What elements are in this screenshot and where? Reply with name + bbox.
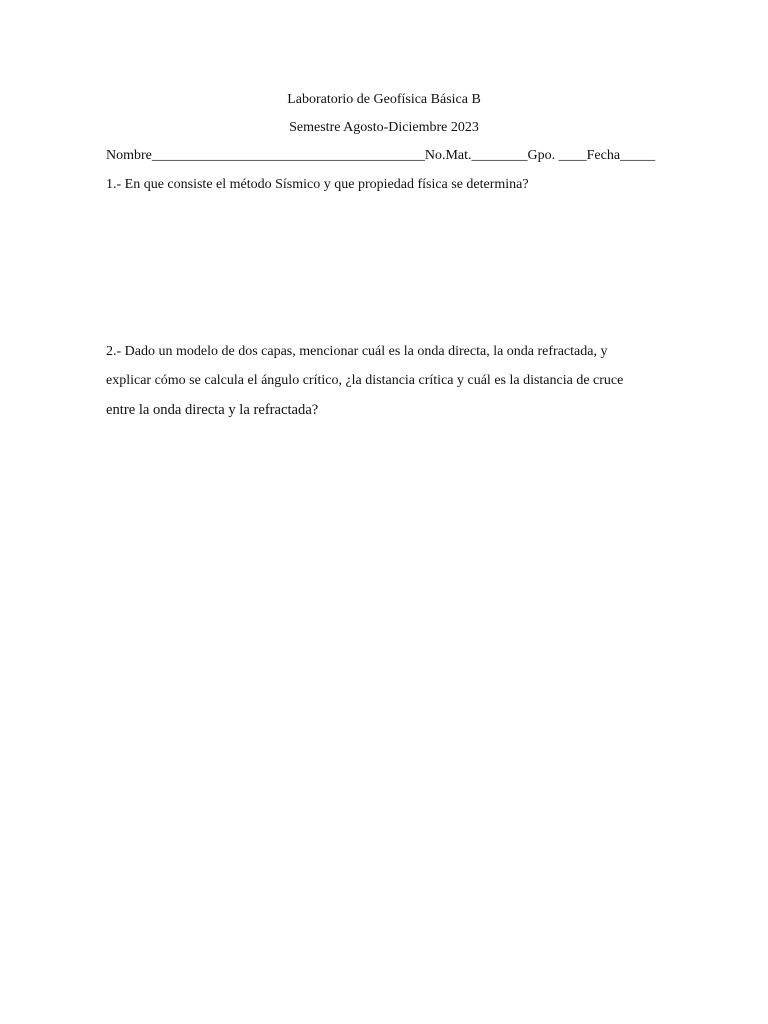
document-title: Laboratorio de Geofísica Básica B xyxy=(287,92,481,107)
question-2-line-1: 2.- Dado un modelo de dos capas, mencionar cuál es la onda directa, la onda refractada, y xyxy=(106,344,608,359)
semester-line: Semestre Agosto-Diciembre 2023 xyxy=(289,120,479,135)
student-info-fields: Nombre_______________________________________No.Mat.________Gpo. ____Fecha_____ xyxy=(106,148,656,163)
question-2-line-3: entre la onda directa y la refractada? xyxy=(106,402,319,418)
question-2-line-2: explicar cómo se calcula el ángulo crítico, ¿la distancia crítica y cuál es la distancia de cruce xyxy=(106,373,624,388)
question-1: 1.- En que consiste el método Sísmico y que propiedad física se determina? xyxy=(106,177,529,192)
